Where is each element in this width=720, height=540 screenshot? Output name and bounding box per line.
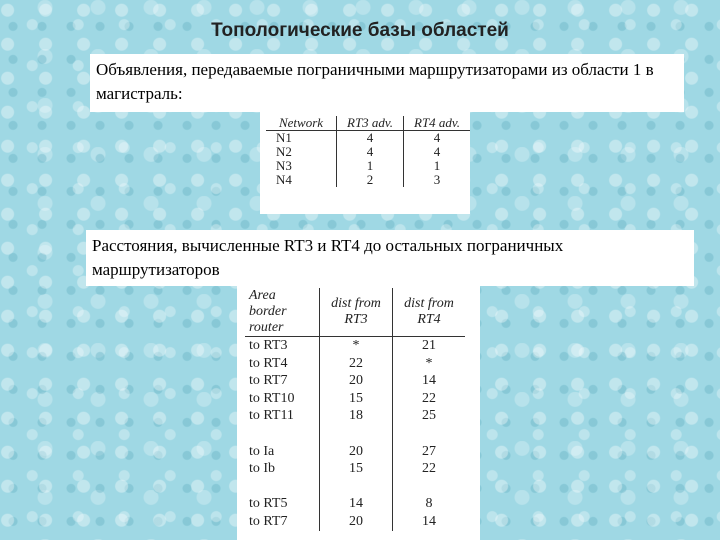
table-cell: N1 [266,131,337,146]
table-row [245,495,465,513]
table-row [245,372,465,390]
table-cell: to RT10 [245,390,320,408]
table-row [245,337,465,355]
table-cell: 21 [422,338,436,353]
table-cell: to RT7 [245,372,320,390]
table-border-router-distances [237,286,480,540]
column-header: Area border router [245,288,320,337]
table-network-advertisements [260,112,470,214]
table-cell [245,478,320,496]
table-cell: 20 [320,513,393,531]
table-cell: to RT7 [245,513,320,531]
table-cell: N4 [266,173,337,187]
column-header: RT4 adv. [404,116,471,131]
table-cell: 3 [433,172,441,187]
table-row [245,407,465,425]
table-cell: 4 [337,131,404,146]
table-cell: 4 [337,145,404,159]
table-cell [393,425,466,443]
table-cell [245,425,320,443]
table-row [266,145,470,159]
table-cell: 22 [422,390,436,406]
table-cell: 14 [320,495,393,513]
table-row [245,513,465,531]
table-row [266,159,470,173]
table-cell: 20 [320,443,393,461]
table-cell: 4 [433,144,441,159]
table-cell: 14 [422,373,436,389]
table-cell: 8 [425,496,433,512]
table-row [245,460,465,478]
column-header: Network [266,116,337,131]
table-cell: to RT4 [245,355,320,373]
table-cell: 15 [320,460,393,478]
table-cell: to Ib [245,460,320,478]
table-row [266,131,470,146]
table-cell: N3 [266,159,337,173]
table-cell: 1 [337,159,404,173]
table-cell [320,478,393,496]
table-cell: to RT5 [245,495,320,513]
table-cell: * [425,355,433,371]
table-cell: 1 [433,158,441,173]
table-cell [393,478,466,496]
table-row [245,443,465,461]
table-cell [320,425,393,443]
table-cell: 14 [422,513,436,529]
table-cell: 27 [422,443,436,459]
table-cell: to Ia [245,443,320,461]
table-cell: 22 [422,461,436,477]
column-header: RT3 adv. [337,116,404,131]
table-cell: 18 [320,407,393,425]
table-row [245,355,465,373]
caption-area1-advertisements: Объявления, передаваемые пограничными маршрутизаторами из области 1 в магистраль: [90,54,684,112]
caption-border-router-distances: Расстояния, вычисленные RT3 и RT4 до остальных пограничных маршрутизаторов [86,230,694,286]
table-cell: 25 [422,408,436,424]
table-row-spacer [245,478,465,496]
table-cell: N2 [266,145,337,159]
table-row-spacer [245,425,465,443]
table-cell: 4 [433,130,441,145]
table-cell: to RT11 [245,407,320,425]
column-header: dist from RT4 [393,288,466,337]
table-cell: 2 [337,173,404,187]
slide-title: Топологические базы областей [211,20,509,41]
table-row [266,173,470,187]
table-cell: * [320,337,393,355]
table-cell: to RT3 [245,337,320,355]
column-header: dist from RT3 [320,288,393,337]
table-row [245,390,465,408]
table-cell: 20 [320,372,393,390]
table-cell: 22 [320,355,393,373]
table-cell: 15 [320,390,393,408]
